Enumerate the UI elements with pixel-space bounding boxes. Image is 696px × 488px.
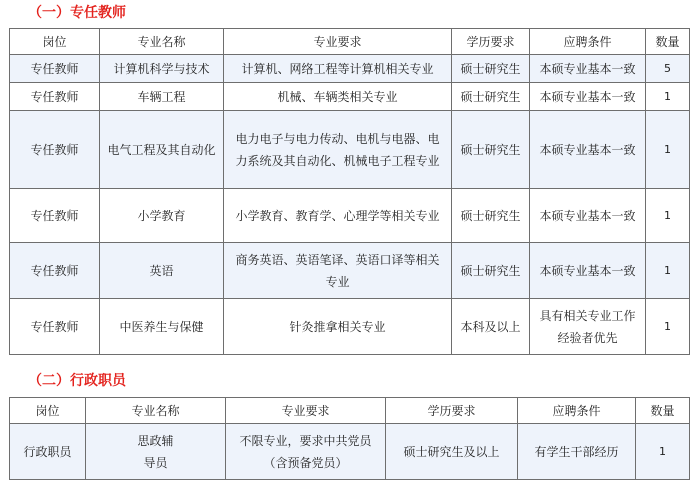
header-count: 数量 bbox=[636, 398, 690, 424]
cell-position: 行政职员 bbox=[10, 424, 86, 480]
cell-requirement: 针灸推拿相关专业 bbox=[224, 299, 452, 355]
cell-major: 电气工程及其自动化 bbox=[100, 111, 224, 189]
cell-conditions: 本硕专业基本一致 bbox=[530, 83, 646, 111]
cell-conditions: 本硕专业基本一致 bbox=[530, 189, 646, 243]
cell-major: 中医养生与保健 bbox=[100, 299, 224, 355]
table-row bbox=[10, 83, 690, 111]
cell-major: 车辆工程 bbox=[100, 83, 224, 111]
cell-requirement: 小学教育、教育学、心理学等相关专业 bbox=[224, 189, 452, 243]
cell-count: 1 bbox=[646, 83, 690, 111]
cell-conditions: 本硕专业基本一致 bbox=[530, 55, 646, 83]
cell-education: 本科及以上 bbox=[452, 299, 530, 355]
cell-major: 小学教育 bbox=[100, 189, 224, 243]
header-requirement: 专业要求 bbox=[224, 29, 452, 55]
cell-requirement: 计算机、网络工程等计算机相关专业 bbox=[224, 55, 452, 83]
cell-education: 硕士研究生 bbox=[452, 83, 530, 111]
admin-positions-table bbox=[9, 397, 690, 480]
header-position: 岗位 bbox=[10, 29, 100, 55]
cell-count: 1 bbox=[646, 111, 690, 189]
cell-position: 专任教师 bbox=[10, 111, 100, 189]
cell-major: 计算机科学与技术 bbox=[100, 55, 224, 83]
table-row bbox=[10, 299, 690, 355]
cell-conditions: 本硕专业基本一致 bbox=[530, 243, 646, 299]
cell-count: 1 bbox=[646, 243, 690, 299]
cell-requirement: 商务英语、英语笔译、英语口译等相关专业 bbox=[224, 243, 452, 299]
cell-education: 硕士研究生及以上 bbox=[386, 424, 518, 480]
cell-count: 1 bbox=[646, 299, 690, 355]
header-education: 学历要求 bbox=[452, 29, 530, 55]
cell-conditions: 本硕专业基本一致 bbox=[530, 111, 646, 189]
section-title-admin-staff: （二）行政职员 bbox=[28, 373, 126, 389]
header-major: 专业名称 bbox=[100, 29, 224, 55]
cell-conditions: 有学生干部经历 bbox=[518, 424, 636, 480]
header-major: 专业名称 bbox=[86, 398, 226, 424]
header-conditions: 应聘条件 bbox=[530, 29, 646, 55]
cell-count: 1 bbox=[636, 424, 690, 480]
cell-education: 硕士研究生 bbox=[452, 111, 530, 189]
header-education: 学历要求 bbox=[386, 398, 518, 424]
cell-requirement: 不限专业，要求中共党员（含预备党员） bbox=[226, 424, 386, 480]
cell-education: 硕士研究生 bbox=[452, 243, 530, 299]
cell-position: 专任教师 bbox=[10, 243, 100, 299]
header-requirement: 专业要求 bbox=[226, 398, 386, 424]
table-row bbox=[10, 189, 690, 243]
table-header-row bbox=[10, 29, 690, 55]
header-conditions: 应聘条件 bbox=[518, 398, 636, 424]
header-count: 数量 bbox=[646, 29, 690, 55]
table-row bbox=[10, 424, 690, 480]
cell-major: 思政辅导员 bbox=[86, 424, 226, 480]
table-row bbox=[10, 243, 690, 299]
cell-education: 硕士研究生 bbox=[452, 55, 530, 83]
cell-conditions: 具有相关专业工作经验者优先 bbox=[530, 299, 646, 355]
cell-requirement: 机械、车辆类相关专业 bbox=[224, 83, 452, 111]
cell-position: 专任教师 bbox=[10, 299, 100, 355]
cell-education: 硕士研究生 bbox=[452, 189, 530, 243]
cell-major: 英语 bbox=[100, 243, 224, 299]
teacher-positions-table bbox=[9, 28, 690, 355]
header-position: 岗位 bbox=[10, 398, 86, 424]
table-row bbox=[10, 111, 690, 189]
cell-position: 专任教师 bbox=[10, 55, 100, 83]
table-row bbox=[10, 55, 690, 83]
section-title-teachers: （一）专任教师 bbox=[28, 5, 126, 21]
cell-count: 5 bbox=[646, 55, 690, 83]
cell-count: 1 bbox=[646, 189, 690, 243]
cell-position: 专任教师 bbox=[10, 83, 100, 111]
cell-requirement: 电力电子与电力传动、电机与电器、电力系统及其自动化、机械电子工程专业 bbox=[224, 111, 452, 189]
cell-position: 专任教师 bbox=[10, 189, 100, 243]
table-header-row bbox=[10, 398, 690, 424]
